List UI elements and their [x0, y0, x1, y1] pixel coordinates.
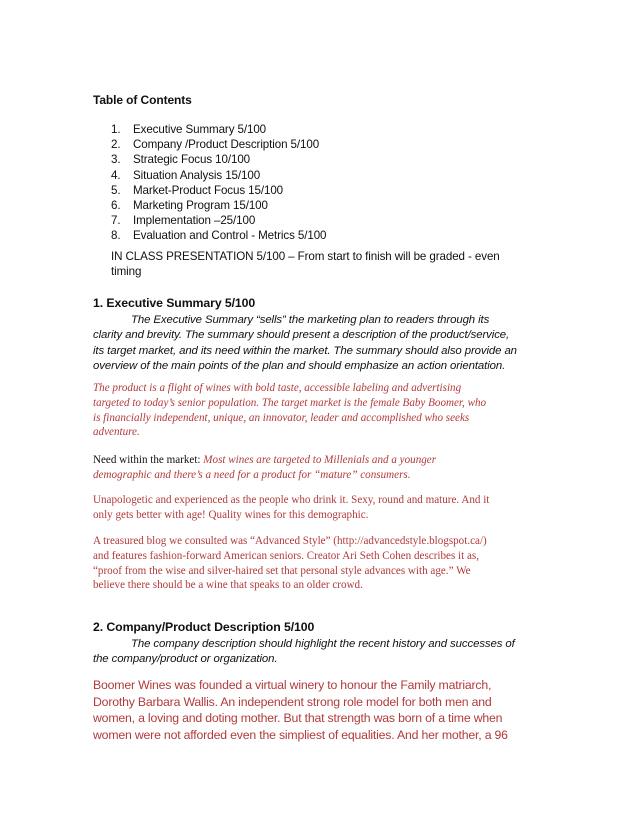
toc-item-label: Executive Summary 5/100	[133, 123, 267, 136]
toc-item-label: Evaluation and Control - Metrics 5/100	[133, 229, 327, 243]
presentation-note	[111, 249, 531, 279]
toc-item-number: 3.	[111, 153, 121, 167]
toc-item	[93, 152, 326, 167]
toc-list	[93, 122, 326, 244]
presentation-line: timing	[111, 265, 142, 278]
toc-item-number: 2.	[111, 138, 121, 152]
need-text: Most wines are targeted to Millenials and a younger	[200, 454, 437, 466]
toc-item	[93, 137, 326, 152]
instruction-line: the company/product or organization.	[93, 653, 278, 666]
toc-item	[93, 168, 326, 183]
toc-item	[93, 183, 326, 198]
paragraph-line: women, a loving and doting mother. But that strength was born of a time when	[93, 711, 503, 725]
presentation-line: IN CLASS PRESENTATION 5/100 – From start to finish will be graded - even	[111, 250, 500, 263]
paragraph-line: “proof from the wise and silver-haired set that personal style advances with age.” We	[93, 564, 471, 577]
instruction-line: The Executive Summary “sells” the marketing plan to readers through its	[131, 314, 490, 326]
toc-item-label: Situation Analysis 15/100	[133, 168, 261, 182]
need-label: Need within the market:	[93, 454, 201, 466]
toc-item-number: 7.	[111, 214, 121, 228]
toc-item-label: Strategic Focus 10/100	[133, 153, 251, 167]
instruction-line: its target market, and its need within the market. The summary should also provide an	[93, 344, 517, 357]
section-heading-company-description: 2. Company/Product Description 5/100	[93, 620, 315, 634]
toc-item	[93, 122, 326, 137]
paragraph-line: believe there should be a wine that speaks to an older crowd.	[93, 579, 363, 592]
executive-summary-instructions	[93, 313, 553, 374]
instruction-line: overview of the main points of the plan and should emphasize an action orientation.	[93, 359, 506, 372]
toc-item-label: Company /Product Description 5/100	[133, 138, 320, 152]
toc-item-number: 5.	[111, 183, 121, 197]
toc-item	[93, 228, 326, 243]
toc-item-label: Implementation –25/100	[133, 214, 256, 228]
paragraph-line: women were not afforded even the simpliest of equalities. And her mother, a 96	[93, 727, 508, 742]
toc-item-label: Market-Product Focus 15/100	[133, 183, 284, 197]
toc-item-number: 6.	[111, 198, 121, 212]
paragraph-line: Unapologetic and experienced as the people who drink it. Sexy, round and mature. And it	[93, 494, 490, 506]
instruction-line: The company description should highlight the recent history and successes of	[131, 638, 515, 650]
blog-paragraph	[93, 534, 558, 593]
paragraph-line	[93, 453, 558, 468]
toc-title: Table of Contents	[93, 93, 192, 107]
product-paragraph	[93, 381, 558, 440]
paragraph-line: targeted to today’s senior population. The target market is the female Baby Boomer, who	[93, 396, 487, 409]
paragraph-line: A treasured blog we consulted was “Advanced Style” (http://advancedstyle.blogspot.ca/)	[93, 535, 487, 547]
paragraph-line: is financially independent, unique, an innovator, leader and accomplished who seeks	[93, 411, 470, 424]
section-heading-executive-summary: 1. Executive Summary 5/100	[93, 296, 256, 310]
company-description-instructions	[93, 637, 553, 668]
paragraph-line: Boomer Wines was founded a virtual winery to honour the Family matriarch,	[93, 678, 492, 692]
toc-item-number: 8.	[111, 229, 121, 243]
paragraph-line: demographic and there’s a need for a product for “mature” consumers.	[93, 468, 411, 481]
toc-item	[93, 198, 326, 213]
toc-item-label: Marketing Program 15/100	[133, 198, 268, 212]
toc-item	[93, 213, 326, 228]
paragraph-line: and features fashion-forward American seniors. Creator Ari Seth Cohen describes it as,	[93, 549, 480, 562]
market-need-paragraph	[93, 453, 558, 483]
paragraph-line: only gets better with age! Quality wines for this demographic.	[93, 508, 369, 521]
paragraph-line: The product is a flight of wines with bold taste, accessible labeling and advertising	[93, 382, 462, 394]
company-description-body	[93, 677, 563, 743]
toc-item-number: 1.	[111, 123, 121, 136]
toc-item-number: 4.	[111, 168, 121, 182]
unapologetic-paragraph	[93, 493, 558, 523]
paragraph-line: adventure.	[93, 426, 140, 439]
paragraph-line: Dorothy Barbara Wallis. An independent strong role model for both men and	[93, 694, 492, 709]
instruction-line: clarity and brevity. The summary should present a description of the product/service,	[93, 329, 510, 342]
